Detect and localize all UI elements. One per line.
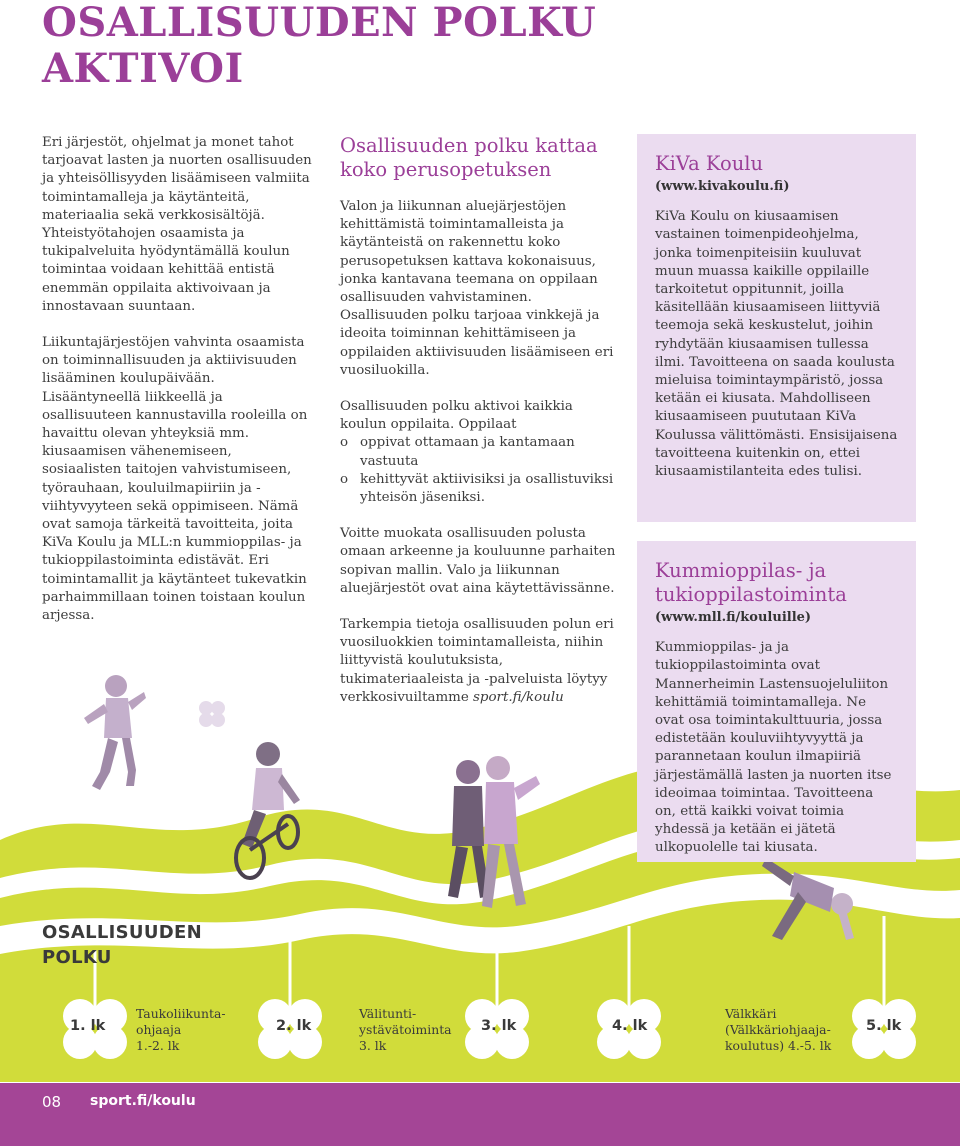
step-description-line: (Välkkäriohjaaja-: [725, 1022, 831, 1037]
step-label: 4. lk: [612, 1018, 648, 1034]
page-number: 08: [42, 1093, 62, 1111]
step-label: 3. lk: [481, 1018, 517, 1034]
page-title: [42, 0, 596, 92]
kummioppilas-box: [637, 541, 916, 862]
path-info-paragraph-2: Osallisuuden polku aktivoi kaikkia koulun oppilaita. Oppilaat: [340, 399, 573, 433]
list-item: [340, 471, 622, 507]
path-info-column: [340, 134, 622, 725]
kiva-heading: KiVa Koulu: [655, 152, 764, 175]
page-title-line1: OSALLISUUDEN POLKU: [42, 0, 597, 46]
intro-column: [42, 134, 314, 643]
step-description-line: ohjaaja: [136, 1022, 182, 1037]
bullet-marker: o: [340, 435, 349, 451]
clover-decoration-icon: [196, 698, 228, 730]
page-title-line2: AKTIVOI: [42, 45, 244, 92]
playing-children-illustration: [438, 756, 548, 922]
step-label: 2. lk: [276, 1018, 312, 1034]
bullet-text: oppivat ottamaan ja kantamaan vastuuta: [360, 435, 575, 469]
step-description-line: Välitunti-: [359, 1006, 417, 1021]
running-child-illustration: [78, 672, 148, 794]
footer-site-link[interactable]: sport.fi/koulu: [90, 1093, 196, 1109]
path-title-line1: OSALLISUUDEN: [42, 922, 202, 943]
path-info-paragraph-4-text: Tarkempia tietoja osallisuuden polun eri vuosiluokkien toimintamalleista, niihin liittyvistä koulutuksista, tukimateriaaleista ja -palveluista löytyy verkkosivuiltamme: [340, 617, 614, 705]
page-footer: [0, 1083, 960, 1146]
path-info-paragraph-3: Voitte muokata osallisuuden polusta omaan arkeenne ja kouluunne parhaiten sopivan mallin. Valo ja liikunnan aluejärjestöt ovat aina käytettävissänne.: [340, 526, 616, 596]
kiva-koulu-box: [637, 134, 916, 522]
intro-paragraph-1: Eri järjestöt, ohjelmat ja monet tahot tarjoavat lasten ja nuorten osallisuuden ja yhteisöllisyyden lisäämiseen valmiita toimintamalleja ja käytänteitä, materiaalia sekä verkkosisältöjä. Yhteistyötahojen osaamista ja tukipalveluita hyödyntämällä koulun toimintaa voidaan kehittää entistä enemmän oppilaita aktivoivaan ja innostavaan suuntaan.: [42, 135, 312, 314]
path-info-paragraph-1: Valon ja liikunnan aluejärjestöjen kehittämistä toimintamalleista ja käytänteistä on rakennettu koko perusopetuksen kattava kokonaisuus, jonka kantavana teemana on oppilaan osallisuuden vahvistaminen. Osallisuuden polku tarjoaa vinkkejä ja ideoita toiminnan kehittämiseen ja oppilaiden aktiivisuuden lisäämiseen eri vuosiluokilla.: [340, 199, 614, 378]
path-title: [42, 920, 202, 970]
path-info-bullet-list: [340, 434, 622, 507]
step-description: [725, 1006, 831, 1054]
kummi-heading: Kummioppilas- ja tukioppilastoiminta: [655, 559, 847, 606]
kummi-url-link[interactable]: (www.mll.fi/kouluille): [655, 610, 812, 625]
kiva-url-link[interactable]: (www.kivakoulu.fi): [655, 179, 790, 194]
step-description-line: koulutus) 4.-5. lk: [725, 1038, 832, 1053]
kummi-text: Kummioppilas- ja ja tukioppilastoiminta ovat Mannerheimin Lastensuojeluliiton kehittämiä toimintamalleja. Ne ovat osa toimintakulttuuria, jossa edistetään kouluviihtyvyyttä ja parannetaan koulun ilmapiiriä järjestämällä lasten ja nuorten itse ideoimaa toimintaa. Tavoitteena on, että kaikki voivat toimia yhdessä ja ketään ei jätetä ulkopuolelle tai kiusata.: [655, 640, 892, 856]
step-description: [136, 1006, 226, 1054]
step-description-line: 3. lk: [359, 1038, 387, 1053]
step-description: [359, 1006, 452, 1054]
bullet-marker: o: [340, 471, 349, 487]
bullet-text: kehittyvät aktiivisiksi ja osallistuviksi yhteisön jäseniksi.: [360, 471, 614, 506]
step-description-line: 1.-2. lk: [136, 1038, 180, 1053]
intro-paragraph-2: Liikuntajärjestöjen vahvinta osaamista on toiminnallisuuden ja aktiivisuuden lisääminen koulupäivään. Lisääntyneellä liikkeellä ja osallisuuteen kannustavilla rooleilla on havaittu olevan yhteyksiä mm. kiusaamisen vähenemiseen, sosiaalisten taitojen vahvistumiseen, työrauhaan, kouluilmapiiriin ja -viihtyvyyteen sekä oppimiseen. Nämä ovat samoja tärkeitä tavoitteita, joita KiVa Koulu ja MLL:n kummioppilas- ja tukioppilastoiminta edistävät. Eri toimintamallit ja käytänteet tukevatkin parhaimmillaan toinen toistaan koulun arjessa.: [42, 335, 308, 624]
cartwheel-child-illustration: [754, 852, 864, 948]
cycling-child-illustration: [212, 740, 308, 880]
sport-website-link[interactable]: sport.fi/koulu: [473, 689, 564, 705]
path-title-line2: POLKU: [42, 947, 112, 968]
step-label: 1. lk: [70, 1018, 106, 1034]
list-item: [340, 434, 622, 470]
step-description-line: ystävätoiminta: [359, 1022, 452, 1037]
kiva-text: KiVa Koulu on kiusaamisen vastainen toimenpideohjelma, jonka toimenpiteisiin kuuluvat muun muassa kaikille oppilaille tarkoitetut oppitunnit, joilla käsitellään kiusaamiseen liittyviä teemoja sekä keskustelut, joihin ryhdytään kiusaamisen tullessa ilmi. Tavoitteena on saada koulusta mieluisa toimintaympäristö, jossa ketään ei kiusata. Mahdolliseen kiusaamiseen puututaan KiVa Koulussa välittömästi. Ensisijaisena tavoitteena kuitenkin on, ettei kiusaamistilanteita edes tulisi.: [655, 209, 898, 480]
step-description-line: Taukoliikunta-: [136, 1006, 226, 1021]
step-description-line: Välkkäri: [725, 1006, 777, 1021]
step-label: 5. lk: [866, 1018, 902, 1034]
path-info-heading: Osallisuuden polku kattaa koko perusopetuksen: [340, 134, 598, 181]
path-info-paragraph-4: [340, 616, 622, 707]
